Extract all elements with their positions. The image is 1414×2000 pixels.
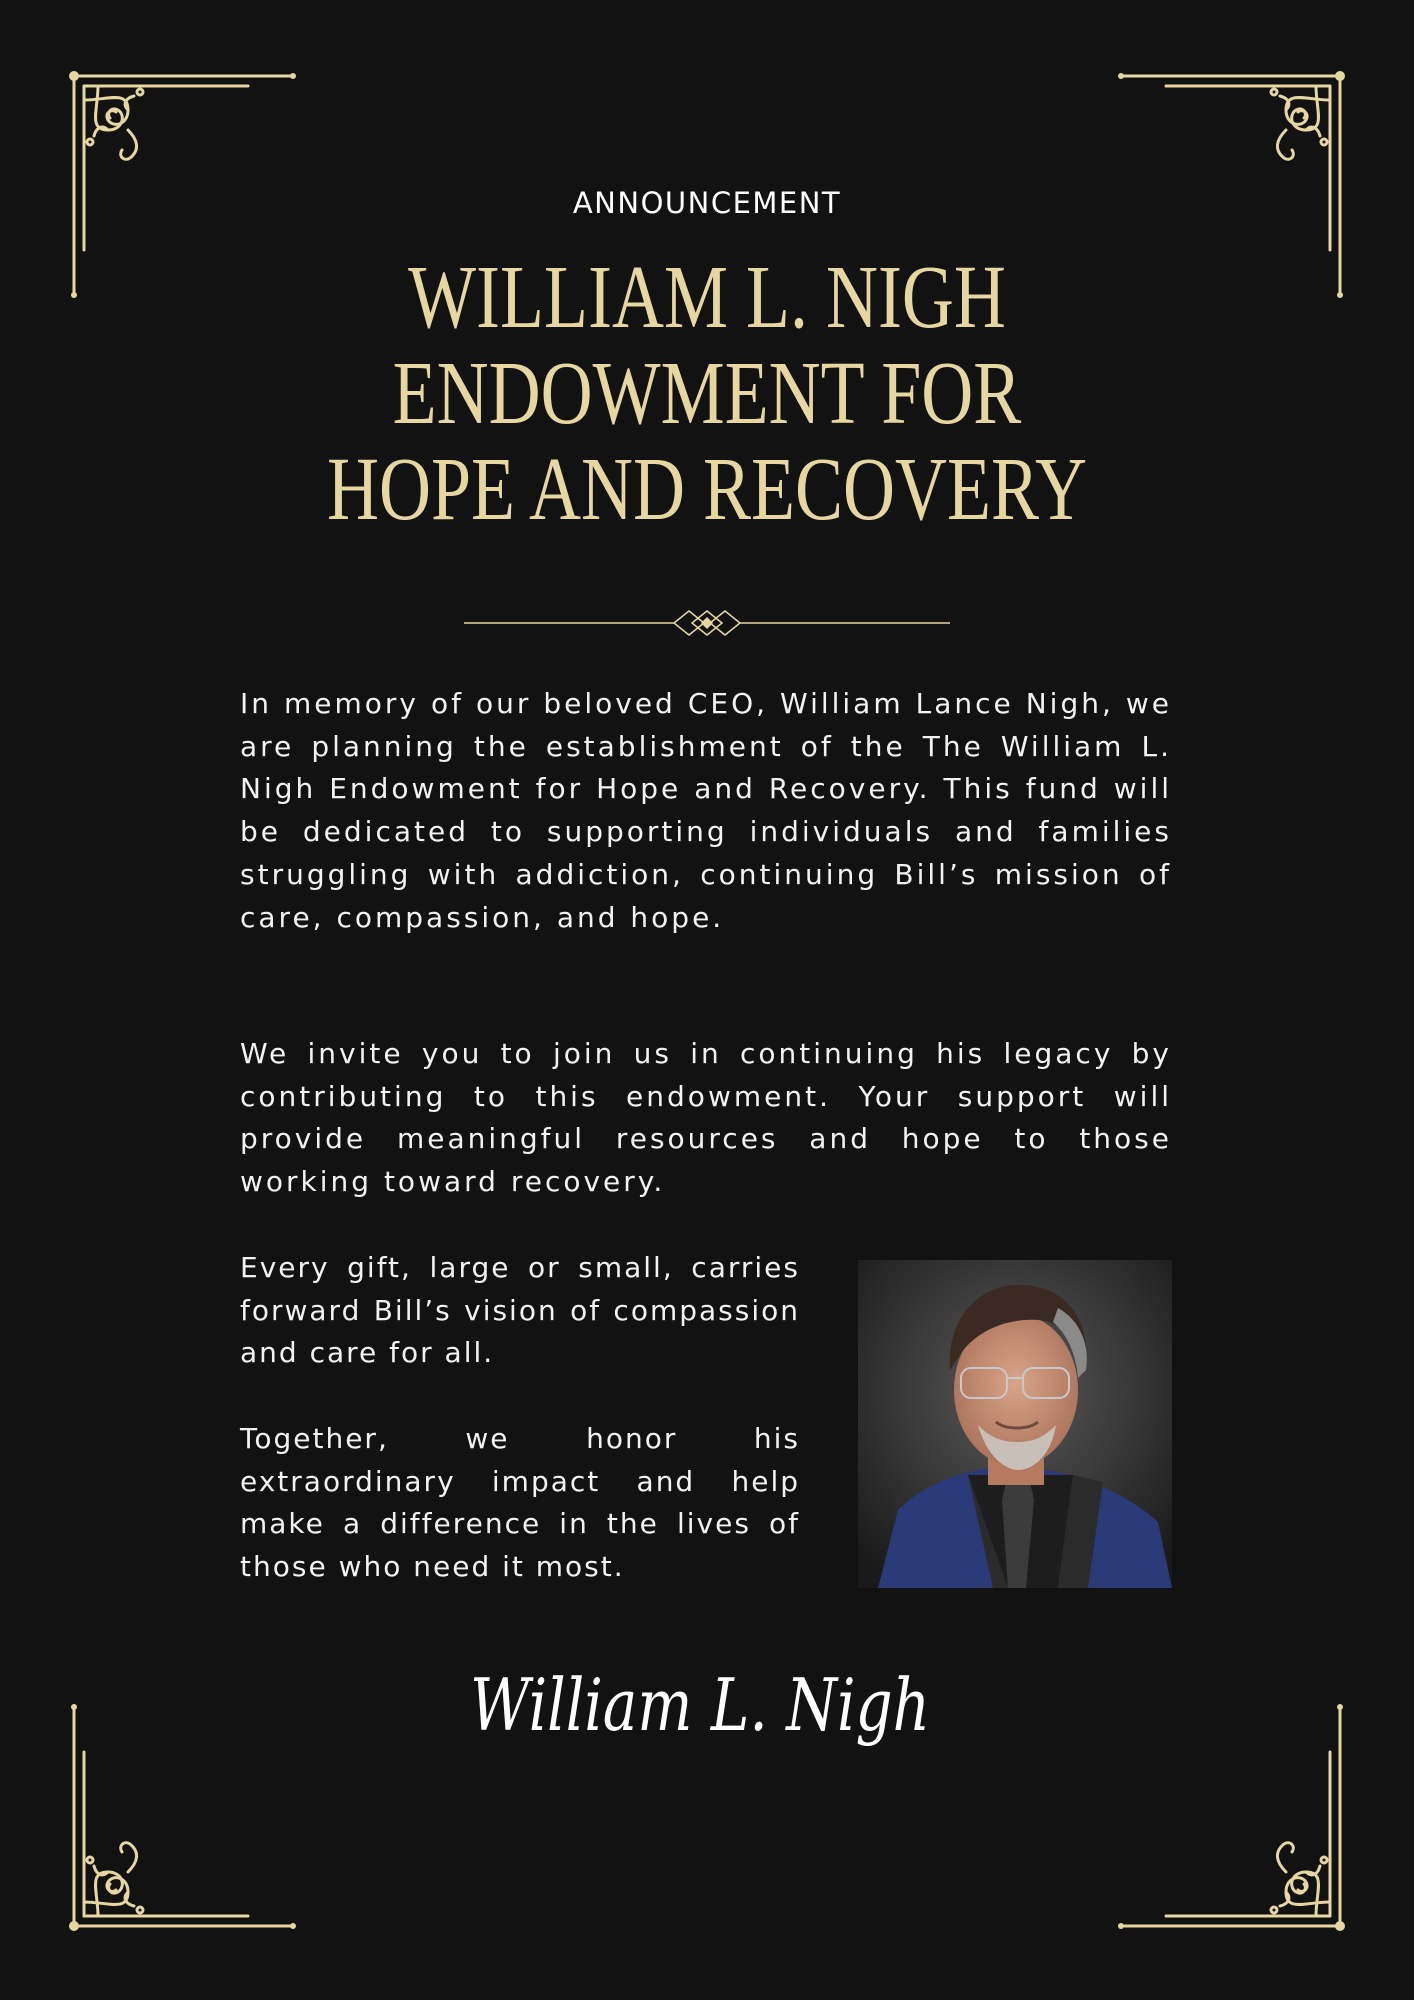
body-paragraph: In memory of our beloved CEO, William Lance Nigh, we are planning the establishment of the The William L. Nigh Endowment for Hope and Recovery. This fund will be dedicated to supporting individuals and families struggling with addiction, continuing Bill’s mission of care, compassion, and hope. xyxy=(240,687,1172,934)
ornamental-corner-icon xyxy=(68,1702,298,1932)
body-paragraph: Together, we honor his extraordinary impact and help make a difference in the lives of those who need it most. xyxy=(240,1422,800,1584)
signature-text: William L. Nigh xyxy=(470,1663,930,1747)
page-title xyxy=(301,250,1112,538)
body-paragraph: Every gift, large or small, carries forward Bill’s vision of compassion and care for all. xyxy=(240,1251,800,1370)
signature xyxy=(440,1620,980,1780)
portrait-photo xyxy=(858,1260,1172,1588)
ornamental-corner-icon xyxy=(1116,1702,1346,1932)
diamond-divider-icon xyxy=(462,606,952,640)
announcement-label: ANNOUNCEMENT xyxy=(572,186,842,220)
ornamental-corner-icon xyxy=(1116,70,1346,300)
title-line: ENDOWMENT FOR xyxy=(392,344,1022,443)
ornamental-corner-icon xyxy=(68,70,298,300)
title-line: HOPE AND RECOVERY xyxy=(326,440,1088,539)
body-paragraph: We invite you to join us in continuing his legacy by contributing to this endowment. Your support will provide meaningful resources and hope to those working toward recovery. xyxy=(240,1037,1172,1199)
title-line: WILLIAM L. NIGH xyxy=(408,248,1006,347)
